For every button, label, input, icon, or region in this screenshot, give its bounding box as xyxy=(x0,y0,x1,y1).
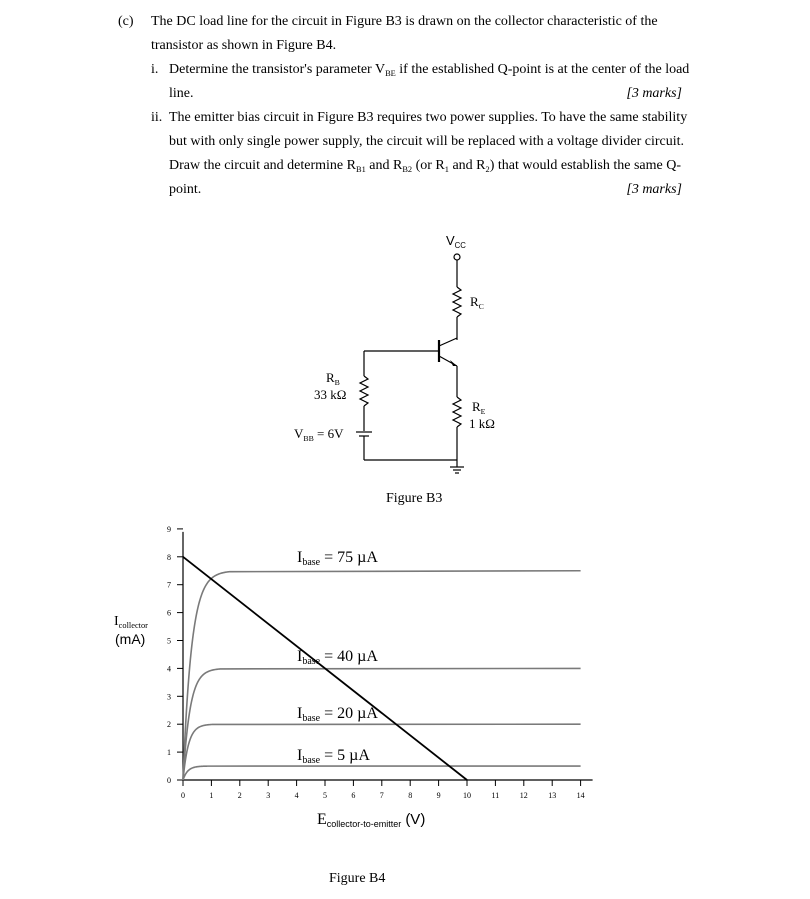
x-tick-label: 9 xyxy=(436,791,441,800)
x-tick-label: 6 xyxy=(351,791,356,800)
part-ii-line-2: but with only single power supply, the circuit will be replaced with a voltage divider circuit. xyxy=(169,134,685,149)
y-tick-label: 6 xyxy=(167,608,171,618)
y-tick-label: 7 xyxy=(167,580,171,590)
x-tick-label: 8 xyxy=(408,791,413,800)
x-tick-label: 7 xyxy=(379,791,384,800)
x-tick-label: 0 xyxy=(181,791,185,800)
y-tick-label: 5 xyxy=(167,636,171,646)
rb-label: $R_B$ xyxy=(326,370,340,387)
x-tick-label: 4 xyxy=(294,791,299,800)
vcc-label: $V_{CC}$ xyxy=(446,233,466,250)
part-i-marks: [3 marks] xyxy=(626,86,682,101)
x-axis-label: $E_{collector-to-emitter}$ (V) xyxy=(317,811,426,829)
y-tick-label: 0 xyxy=(167,776,171,785)
y-tick-label: 1 xyxy=(167,748,171,758)
x-tick-label: 14 xyxy=(576,791,585,800)
x-tick-label: 2 xyxy=(237,791,242,800)
x-tick-label: 5 xyxy=(323,791,327,800)
intro-line-2: transistor as shown in Figure B4. xyxy=(151,38,337,53)
y-axis-unit: (mA) xyxy=(115,631,146,647)
x-tick-label: 12 xyxy=(519,791,528,800)
x-tick-label: 13 xyxy=(548,791,557,800)
x-tick-label: 1 xyxy=(209,791,214,800)
part-ii-line-1: The emitter bias circuit in Figure B3 requires two power supplies. To have the same stability xyxy=(169,110,688,125)
figure-b3-caption: Figure B3 xyxy=(386,491,443,506)
x-tick-label: 3 xyxy=(266,791,271,800)
y-axis-label: $I_{collector}$ xyxy=(114,614,148,630)
y-tick-label: 3 xyxy=(167,692,171,702)
y-tick-label: 2 xyxy=(167,720,171,730)
y-tick-label: 9 xyxy=(167,524,171,534)
series-curve xyxy=(183,766,581,780)
part-i-line-2: line. xyxy=(169,86,194,101)
series-curve xyxy=(183,571,581,780)
intro-line-1: The DC load line for the circuit in Figure B3 is drawn on the collector characteristic of the xyxy=(151,14,658,29)
part-ii-line-4: point. xyxy=(169,182,202,197)
series-label: $I_{base} = 20$ µA xyxy=(297,705,378,724)
question-label: (c) xyxy=(118,14,134,29)
figure-b4-caption: Figure B4 xyxy=(329,871,386,886)
part-ii-marks: [3 marks] xyxy=(626,182,682,197)
series-curve xyxy=(183,724,581,780)
re-label: $R_E$ xyxy=(472,399,486,416)
vbb-label: $V_{BB} = 6V$ xyxy=(294,426,344,443)
series-label: $I_{base} = 5$ µA xyxy=(297,747,370,766)
y-tick-label: 8 xyxy=(167,552,171,562)
part-ii-number: ii. xyxy=(151,110,163,125)
re-value: 1 kΩ xyxy=(469,416,495,431)
x-tick-label: 11 xyxy=(491,791,500,800)
x-tick-label: 10 xyxy=(463,791,471,800)
part-ii-line-3: Draw the circuit and determine $R_{B1}$ and $R_{B2}$ (or $R_1$ and $R_2$) that would establish the same Q- xyxy=(169,158,682,174)
rb-value: 33 kΩ xyxy=(314,387,347,402)
part-i-line-1: Determine the transistor's parameter $V_{BE}$ if the established Q-point is at the center of the load xyxy=(169,62,690,78)
part-i-number: i. xyxy=(151,62,159,77)
series-label: $I_{base} = 40$ µA xyxy=(297,648,378,667)
rc-label: $R_C$ xyxy=(470,294,484,311)
y-tick-label: 4 xyxy=(167,664,171,674)
series-label: $I_{base} = 75$ µA xyxy=(297,549,378,568)
